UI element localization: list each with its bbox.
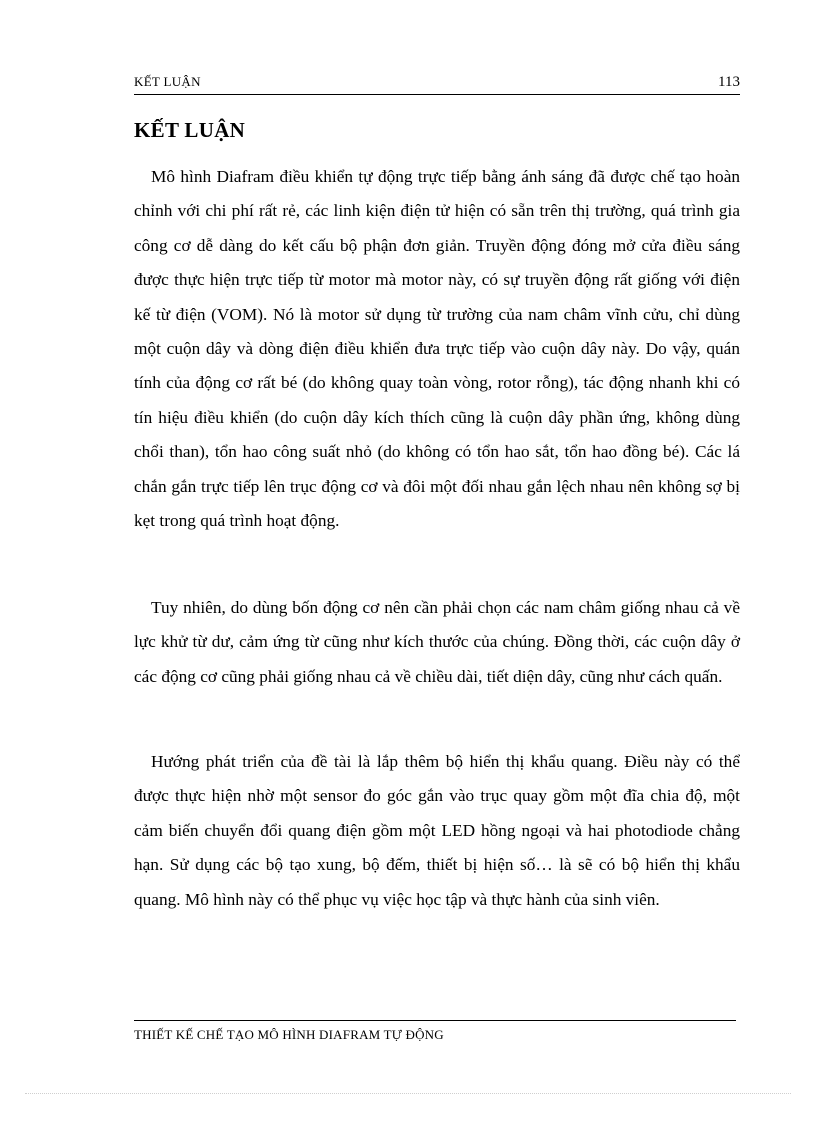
page-number: 113 — [718, 74, 740, 90]
running-footer: THIẾT KẾ CHẾ TẠO MÔ HÌNH DIAFRAM TỰ ĐỘNG — [134, 1020, 736, 1043]
running-header — [134, 72, 740, 95]
paragraph-limitations: Tuy nhiên, do dùng bốn động cơ nên cần phải chọn các nam châm giống nhau cả về lực khử từ dư, cảm ứng từ cũng như kích thước của chúng. Đồng thời, các cuộn dây ở các động cơ cũng phải giống nhau cả về chiều dài, tiết diện dây, cũng như cách quấn. — [134, 598, 740, 686]
chapter-title: KẾT LUẬN — [134, 118, 246, 142]
paragraph-conclusion: Mô hình Diafram điều khiển tự động trực tiếp bằng ánh sáng đã được chế tạo hoàn chỉnh với chi phí rất rẻ, các linh kiện điện tử hiện có sẵn trên thị trường, quá trình gia công cơ dễ dàng do kết cấu bộ phận đơn giản. Truyền động đóng mở cửa điều sáng được thực hiện trực tiếp từ motor mà motor này, có sự truyền động rất giống với điện kế từ điện (VOM). Nó là motor sử dụng từ trường của nam châm vĩnh cửu, chỉ dùng một cuộn dây và dòng điện điều khiển đưa trực tiếp vào cuộn dây này. Do vậy, quán tính của động cơ rất bé (do không quay toàn vòng, rotor rỗng), tác động nhanh khi có tín hiệu điều khiển (do cuộn dây kích thích cũng là cuộn dây phần ứng, không dùng chổi than), tổn hao công suất nhỏ (do không có tổn hao sắt, tổn hao đồng bé). Các lá chắn gắn trực tiếp lên trục động cơ và đôi một đối nhau gắn lệch nhau nên không sợ bị kẹt trong quá trình hoạt động. — [134, 167, 740, 531]
page-bottom-divider — [25, 1093, 791, 1094]
header-title: KẾT LUẬN — [134, 74, 201, 89]
paragraph-future-work: Hướng phát triển của đề tài là lắp thêm bộ hiển thị khẩu quang. Điều này có thể được thực hiện nhờ một sensor đo góc gắn vào trục quay gồm một đĩa chia độ, một cảm biến chuyển đổi quang điện gồm một LED hồng ngoại và hai photodiode chẳng hạn. Sử dụng các bộ tạo xung, bộ đếm, thiết bị hiện số… là sẽ có bộ hiển thị khẩu quang. Mô hình này có thể phục vụ việc học tập và thực hành của sinh viên. — [134, 752, 740, 909]
